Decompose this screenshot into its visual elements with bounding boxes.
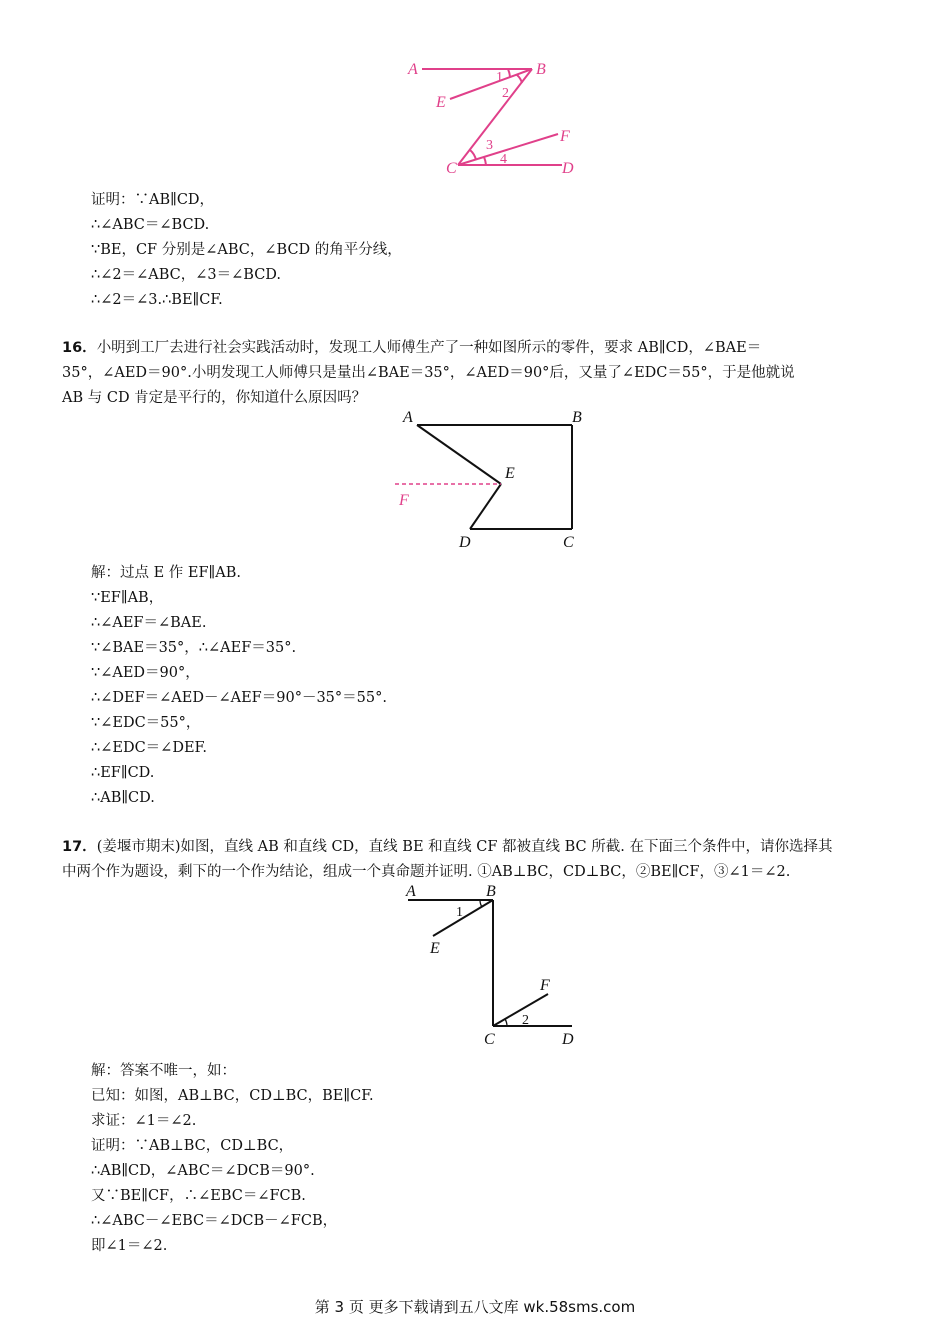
figure-z-shape — [400, 55, 590, 185]
solution-line: ∴AB∥CD，∠ABC＝∠DCB＝90°. — [91, 1163, 315, 1179]
question-text: 小明到工厂去进行社会实践活动时，发现工人师傅生产了一种如图所示的零件，要求 AB∥CD，∠BAE＝ — [96, 340, 762, 356]
line-cf — [458, 134, 558, 165]
label-a: A — [403, 409, 413, 426]
arc-1 — [508, 69, 510, 77]
label-a: A — [408, 61, 418, 78]
label-f: F — [399, 492, 409, 509]
label-d: D — [459, 534, 471, 550]
arc-2 — [517, 75, 522, 83]
solution-line: 即∠1＝∠2. — [91, 1238, 168, 1254]
solution-line: ∵∠BAE＝35°，∴∠AEF＝35°. — [91, 640, 297, 656]
solution-line: 又∵BE∥CF，∴∠EBC＝∠FCB. — [91, 1188, 306, 1204]
arc-1 — [480, 900, 482, 907]
label-b: B — [486, 883, 496, 900]
line-ea — [417, 425, 501, 484]
solution-line: 求证：∠1＝∠2. — [91, 1113, 197, 1129]
proof-line: ∴∠ABC＝∠BCD. — [91, 217, 210, 233]
angle-1: 1 — [456, 905, 463, 920]
proof-15 — [91, 188, 402, 313]
solution-line: ∵∠EDC＝55°， — [91, 715, 201, 731]
solution-17 — [91, 1059, 374, 1259]
label-d: D — [562, 160, 574, 177]
figure-part — [395, 405, 585, 550]
line-de — [470, 484, 501, 529]
line-cf — [493, 994, 548, 1026]
angle-1: 1 — [496, 70, 503, 85]
solution-line: 解：答案不唯一，如： — [91, 1063, 236, 1079]
label-d: D — [562, 1031, 574, 1048]
solution-line: ∴AB∥CD. — [91, 790, 155, 806]
solution-line: 证明：∵AB⊥BC，CD⊥BC， — [91, 1138, 294, 1154]
label-b: B — [536, 61, 546, 78]
label-b: B — [572, 409, 582, 426]
label-e: E — [430, 940, 440, 957]
question-text: 中两个作为题设，剩下的一个作为结论，组成一个真命题并证明. ①AB⊥BC，CD⊥BC，②BE∥CF，③∠1＝∠2. — [62, 864, 791, 880]
proof-line: ∴∠2＝∠ABC，∠3＝∠BCD. — [91, 267, 282, 283]
solution-line: ∵∠AED＝90°， — [91, 665, 200, 681]
question-17 — [62, 835, 892, 885]
angle-3: 3 — [486, 138, 493, 153]
label-c: C — [563, 534, 574, 550]
angle-4: 4 — [500, 152, 507, 167]
solution-line: ∴∠AEF＝∠BAE. — [91, 615, 207, 631]
arc-4 — [484, 157, 486, 165]
figure-perpendicular — [400, 880, 590, 1050]
question-number: 16． — [62, 340, 97, 356]
question-text: 35°，∠AED＝90°.小明发现工人师傅只是量出∠BAE＝35°，∠AED＝90°后，又量了∠EDC＝55°，于是他就说 — [62, 365, 795, 381]
page-footer: 第 3 页 更多下载请到五八文库 wk.58sms.com — [314, 1298, 636, 1316]
question-number: 17． — [62, 839, 97, 855]
question-text: AB 与 CD 肯定是平行的，你知道什么原因吗？ — [62, 390, 367, 406]
solution-line: ∴∠DEF＝∠AED－∠AEF＝90°－35°＝55°. — [91, 690, 387, 706]
label-f: F — [540, 977, 550, 994]
label-e: E — [505, 465, 515, 482]
label-e: E — [436, 94, 446, 111]
solution-line: 已知：如图，AB⊥BC，CD⊥BC，BE∥CF. — [91, 1088, 374, 1104]
solution-line: ∴∠ABC－∠EBC＝∠DCB－∠FCB， — [91, 1213, 338, 1229]
label-a: A — [406, 883, 416, 900]
arc-3 — [470, 150, 476, 160]
proof-line: 证明：∵AB∥CD， — [91, 192, 215, 208]
angle-2: 2 — [522, 1013, 529, 1028]
solution-line: 解：过点 E 作 EF∥AB. — [91, 565, 241, 581]
label-c: C — [446, 160, 457, 177]
angle-2: 2 — [502, 86, 509, 101]
proof-line: ∴∠2＝∠3.∴BE∥CF. — [91, 292, 223, 308]
solution-line: ∴EF∥CD. — [91, 765, 155, 781]
question-text: (姜堰市期末)如图，直线 AB 和直线 CD，直线 BE 和直线 CF 都被直线 BC 所截. 在下面三个条件中，请你选择其 — [96, 839, 833, 855]
arc-2 — [505, 1019, 507, 1026]
solution-line: ∴∠EDC＝∠DEF. — [91, 740, 207, 756]
question-16 — [62, 336, 892, 411]
proof-line: ∵BE，CF 分别是∠ABC，∠BCD 的角平分线， — [91, 242, 402, 258]
solution-16 — [91, 561, 387, 811]
solution-line: ∵EF∥AB， — [91, 590, 164, 606]
label-f: F — [560, 128, 570, 145]
line-be — [433, 900, 493, 936]
label-c: C — [484, 1031, 495, 1048]
